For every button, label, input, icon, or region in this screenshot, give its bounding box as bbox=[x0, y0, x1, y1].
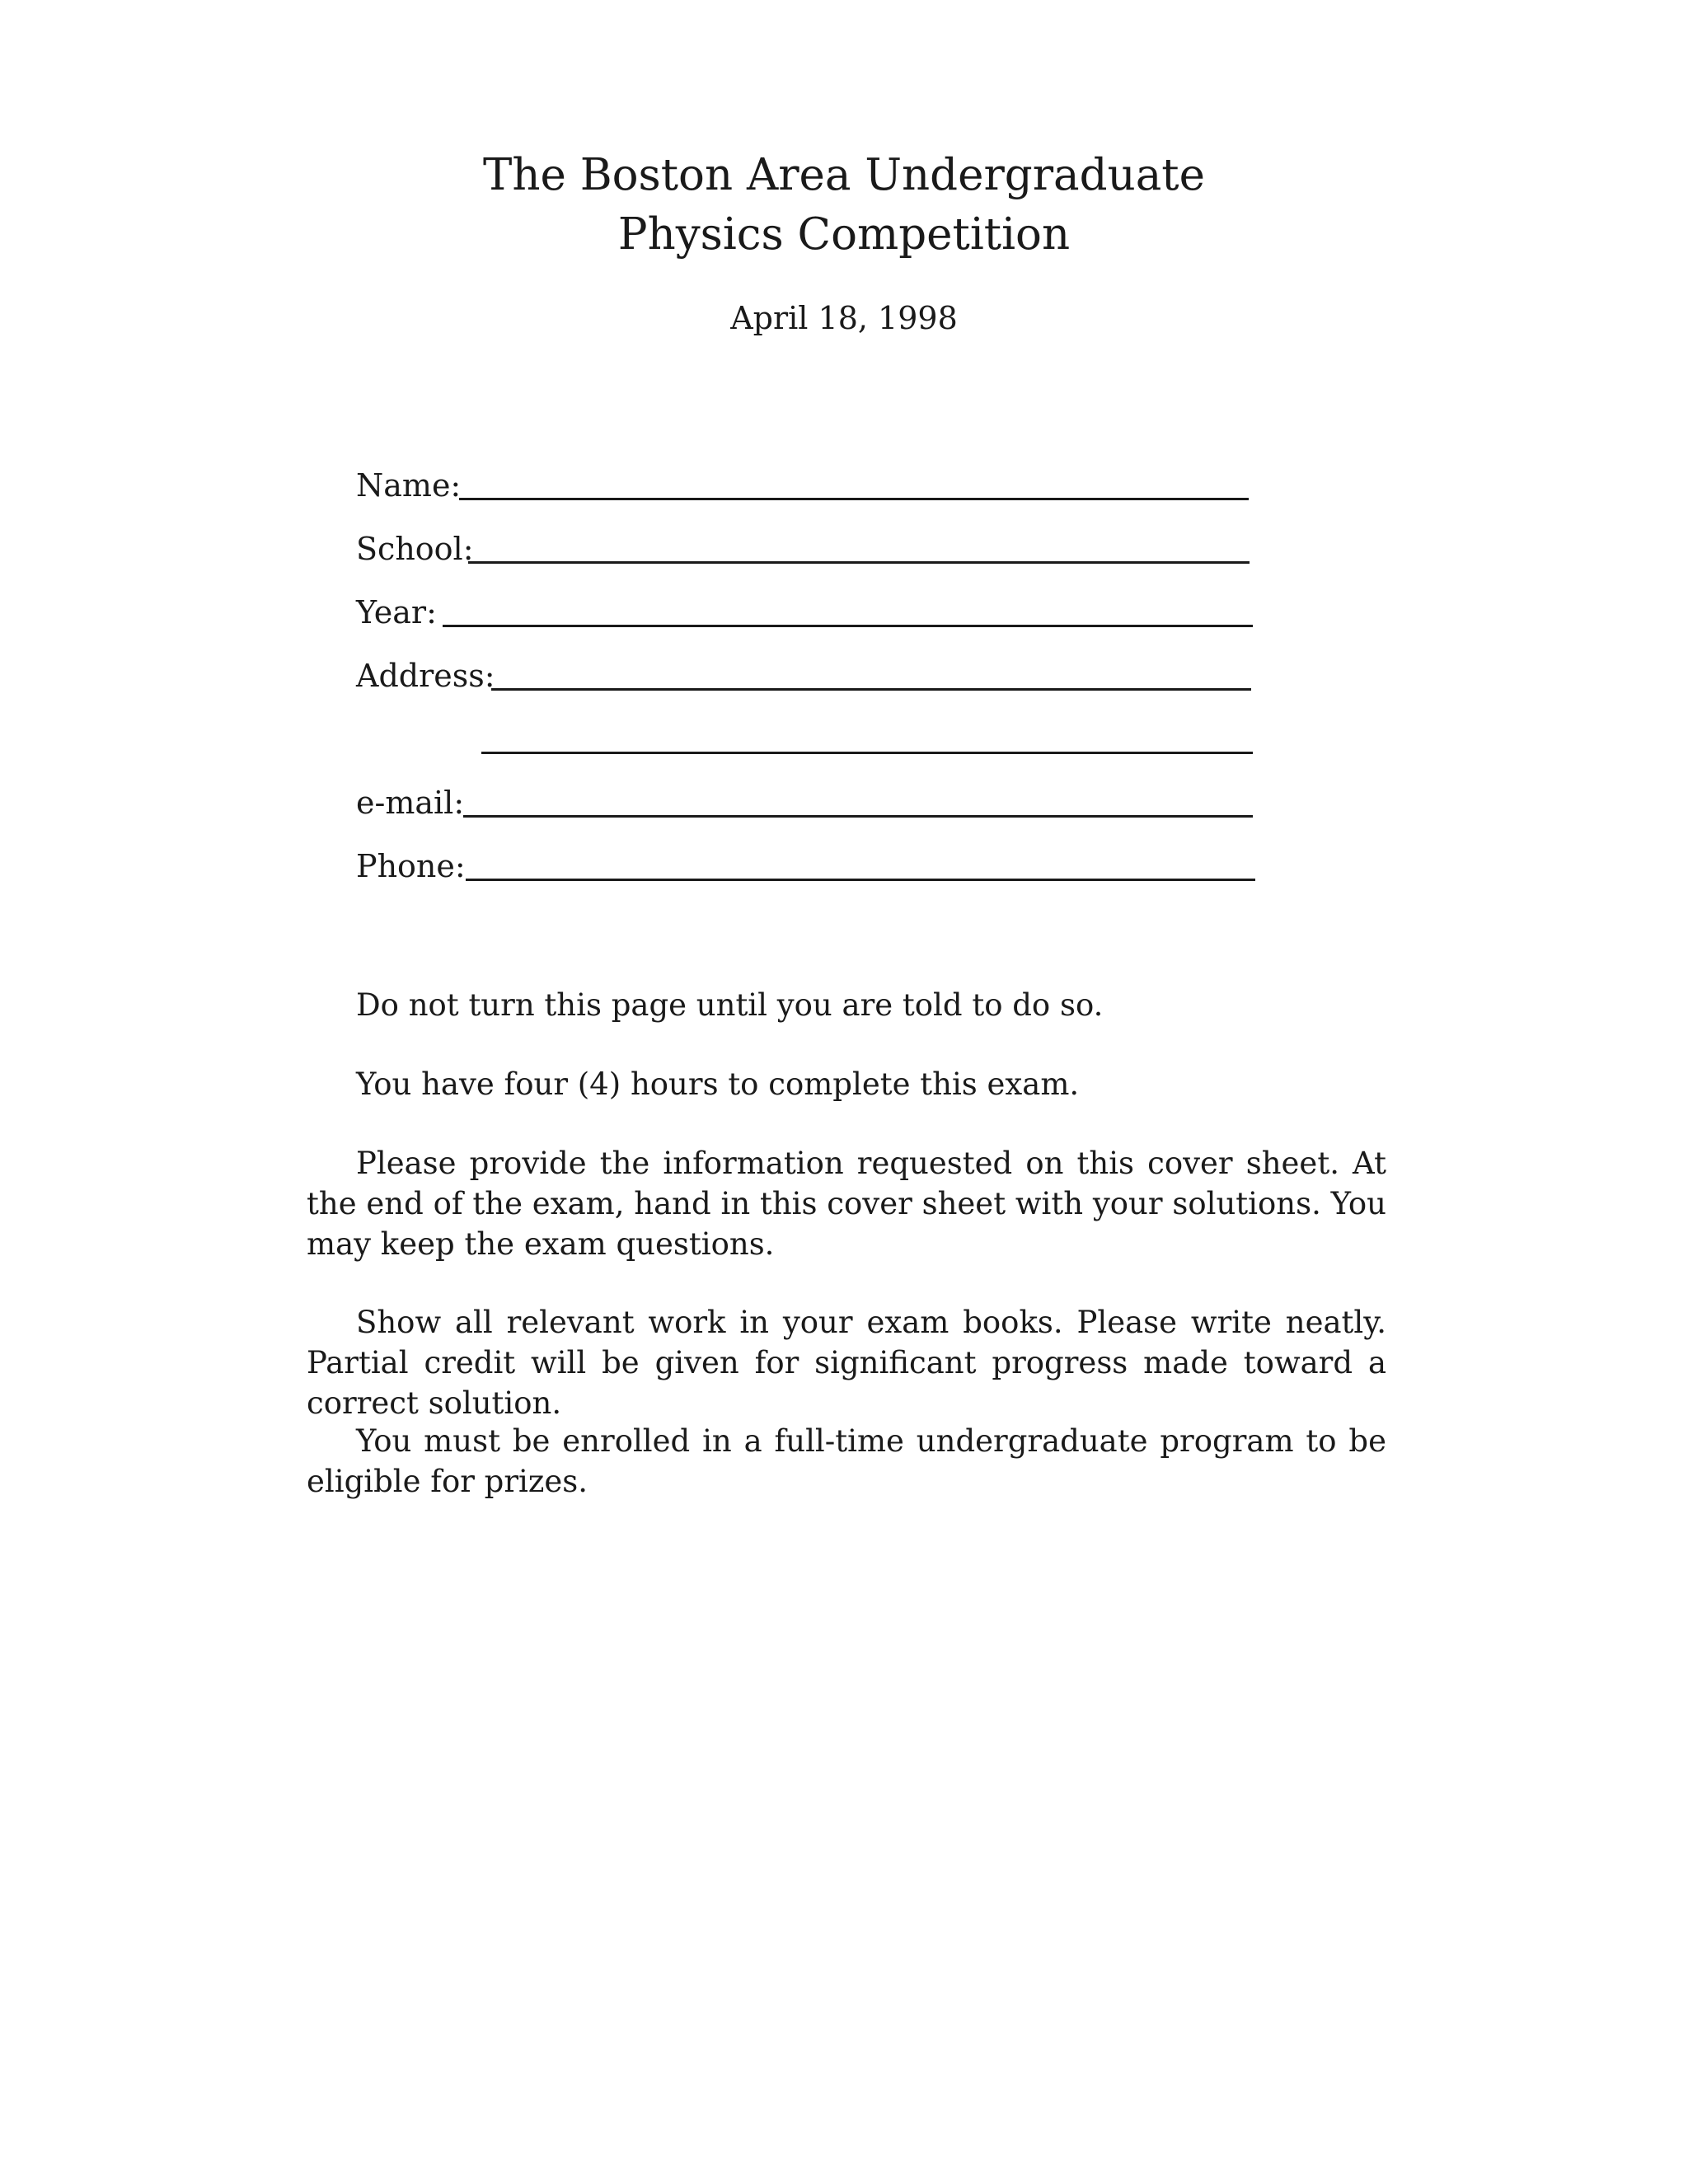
address-field-line-1[interactable] bbox=[491, 688, 1251, 691]
instruction-paragraph: You have four (4) hours to complete this exam. bbox=[356, 1066, 1080, 1102]
phone-label: Phone: bbox=[356, 848, 466, 884]
email-field-line[interactable] bbox=[463, 815, 1253, 818]
address-label: Address: bbox=[356, 658, 495, 694]
school-field-line[interactable] bbox=[468, 561, 1250, 564]
exam-date: April 18, 1998 bbox=[730, 300, 958, 336]
instruction-paragraph: You must be enrolled in a full-time undergraduate program to be eligible for prizes. bbox=[307, 1423, 1386, 1499]
document-title-line-2: Physics Competition bbox=[617, 209, 1071, 260]
address-field-line-2[interactable] bbox=[481, 752, 1253, 754]
instruction-paragraph: Do not turn this page until you are told to do so. bbox=[356, 987, 1104, 1023]
document-title-line-1: The Boston Area Undergraduate bbox=[483, 150, 1205, 200]
school-label: School: bbox=[356, 531, 474, 567]
name-field-line[interactable] bbox=[459, 498, 1249, 500]
instruction-paragraph: Show all relevant work in your exam books. Please write neatly. Partial credit will be given for significant progress made toward a correct solution. bbox=[307, 1305, 1386, 1421]
instruction-paragraph: Please provide the information requested on this cover sheet. At the end of the exam, hand in this cover sheet with your solutions. You may keep the exam questions. bbox=[307, 1146, 1386, 1262]
name-label: Name: bbox=[356, 467, 462, 504]
email-label: e-mail: bbox=[356, 785, 465, 821]
year-label: Year: bbox=[356, 594, 437, 630]
phone-field-line[interactable] bbox=[466, 879, 1255, 881]
year-field-line[interactable] bbox=[443, 625, 1253, 627]
